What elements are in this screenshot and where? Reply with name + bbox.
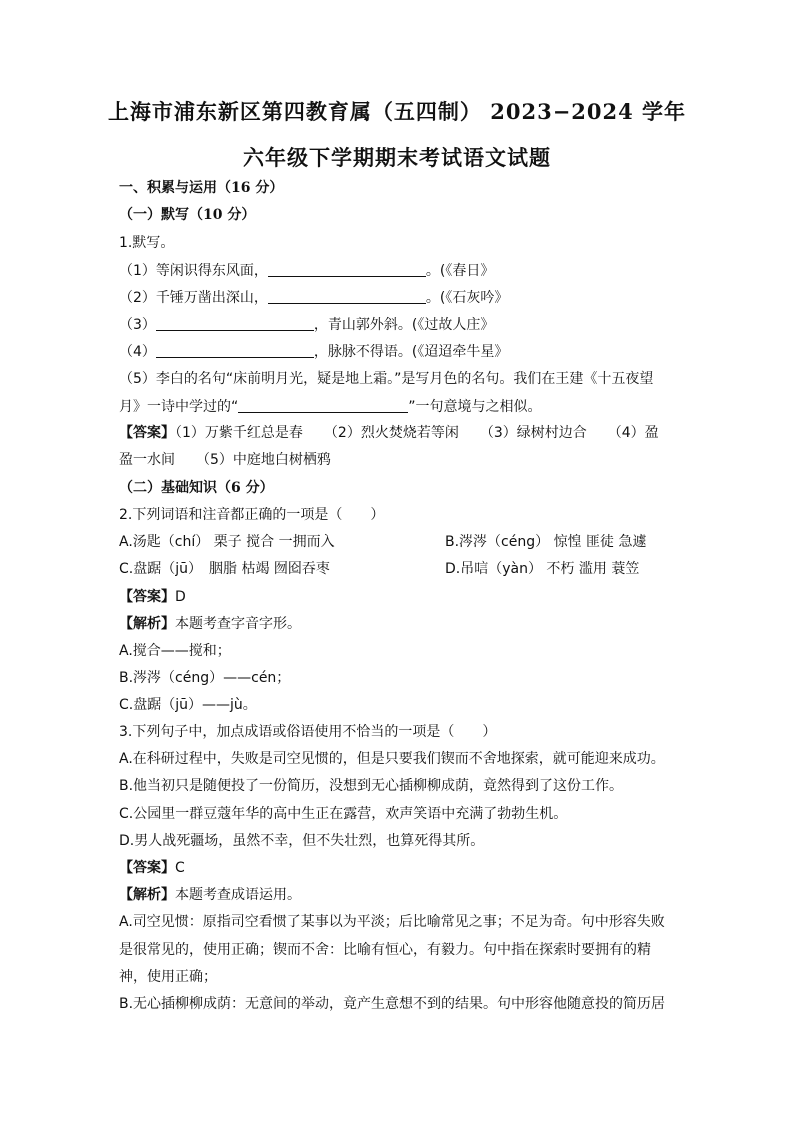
q1-item-3-suffix: ，青山郭外斜。(《过故人庄》 bbox=[313, 317, 495, 333]
q1-item-1-suffix: 。(《春日》 bbox=[425, 263, 495, 279]
q3-option-b: B.他当初只是随便投了一份简历，没想到无心插柳柳成荫，竟然得到了这份工作。 bbox=[119, 778, 624, 794]
subsection-basics-heading: （二）基础知识（6 分） bbox=[119, 480, 274, 496]
q2-analysis-b: B.涔涔（céng）——cén； bbox=[119, 670, 291, 686]
exam-title-line-1: 上海市浦东新区第四教育属（五四制） 2023−2024 学年 bbox=[107, 99, 687, 124]
q3-answer bbox=[119, 860, 684, 876]
q2-analysis-a: A.搅合——搅和； bbox=[119, 643, 231, 659]
answer-label: 【答案】 bbox=[119, 425, 175, 441]
q1-answer-text: （1）万紫千红总是春 （2）烈火焚烧若等闲 （3）绿树村边合 （4）盈 bbox=[175, 425, 659, 441]
q2-option-a: A.汤匙（chí） 栗子 搅合 一拥而入 bbox=[119, 534, 335, 550]
exam-title-line-2: 六年级下学期期末考试语文试题 bbox=[243, 145, 551, 170]
q1-stem: 1.默写。 bbox=[119, 235, 175, 251]
answer-blank bbox=[268, 289, 426, 304]
q1-item-4-prefix: （4） bbox=[119, 344, 156, 360]
q2-answer-value: D bbox=[175, 589, 186, 605]
q1-answer-line-1 bbox=[119, 425, 684, 441]
q3-analysis-text: 本题考查成语运用。 bbox=[175, 887, 301, 903]
q2-options-row-2 bbox=[119, 561, 684, 577]
q3-analysis-a-line-3: 神，使用正确； bbox=[119, 969, 217, 985]
q1-item-5-prefix: 月》一诗中学过的“ bbox=[119, 399, 239, 415]
q1-item-4-suffix: ，脉脉不得语。(《迢迢牵牛星》 bbox=[313, 344, 509, 360]
q2-stem: 2.下列词语和注音都正确的一项是（ ） bbox=[119, 507, 385, 523]
q1-item-1-prefix: （1）等闲识得东风面， bbox=[119, 263, 268, 279]
q1-item-1 bbox=[119, 262, 684, 279]
q1-item-2 bbox=[119, 289, 684, 306]
q2-options-row-1 bbox=[119, 534, 684, 550]
answer-blank bbox=[238, 398, 408, 413]
answer-blank bbox=[156, 343, 314, 358]
q2-analysis bbox=[119, 616, 684, 632]
section-1-heading: 一、积累与运用（16 分） bbox=[119, 180, 284, 196]
q2-analysis-c: C.盘踞（jū）——jù。 bbox=[119, 697, 257, 713]
q3-analysis-b-line-1: B.无心插柳柳成荫：无意间的举动，竟产生意想不到的结果。句中形容他随意投的简历居 bbox=[119, 996, 666, 1012]
q1-item-5-line-2 bbox=[119, 398, 684, 415]
analysis-label: 【解析】 bbox=[119, 616, 175, 632]
q1-item-2-prefix: （2）千锤万凿出深山， bbox=[119, 290, 268, 306]
q3-stem: 3.下列句子中，加点成语或俗语使用不恰当的一项是（ ） bbox=[119, 724, 497, 740]
answer-label: 【答案】 bbox=[119, 860, 175, 876]
q2-analysis-text: 本题考查字音字形。 bbox=[175, 616, 301, 632]
q3-option-d: D.男人战死疆场，虽然不幸，但不失壮烈，也算死得其所。 bbox=[119, 833, 485, 849]
answer-blank bbox=[268, 262, 426, 277]
q3-analysis-a-line-1: A.司空见惯：原指司空看惯了某事以为平淡；后比喻常见之事；不足为奇。句中形容失败 bbox=[119, 914, 665, 930]
q3-analysis-a-line-2: 是很常见的，使用正确；锲而不舍：比喻有恒心，有毅力。句中指在探索时要拥有的精 bbox=[119, 942, 651, 958]
answer-blank bbox=[156, 316, 314, 331]
q2-answer bbox=[119, 589, 684, 605]
q3-answer-value: C bbox=[175, 860, 185, 876]
q3-option-a: A.在科研过程中，失败是司空见惯的，但是只要我们锲而不舍地探索，就可能迎来成功。 bbox=[119, 751, 665, 767]
q1-item-5-line-1: （5）李白的名句“床前明月光，疑是地上霜。”是写月色的名句。我们在王建《十五夜望 bbox=[119, 371, 654, 387]
q1-item-2-suffix: 。(《石灰吟》 bbox=[425, 290, 509, 306]
q1-item-3-prefix: （3） bbox=[119, 317, 156, 333]
answer-label: 【答案】 bbox=[119, 589, 175, 605]
subsection-dictation-heading: （一）默写（10 分） bbox=[119, 207, 256, 223]
q1-item-5-suffix: ”一句意境与之相似。 bbox=[408, 399, 542, 415]
q2-option-b: B.涔涔（céng） 惊惶 匪徒 急遽 bbox=[445, 534, 647, 550]
q1-item-3 bbox=[119, 316, 684, 333]
q3-analysis bbox=[119, 887, 684, 903]
q2-option-c: C.盘踞（jū） 胭脂 枯竭 囫囵吞枣 bbox=[119, 561, 330, 577]
analysis-label: 【解析】 bbox=[119, 887, 175, 903]
q1-answer-line-2: 盈一水间 （5）中庭地白树栖鸦 bbox=[119, 452, 331, 468]
q3-option-c: C.公园里一群豆蔻年华的高中生正在露营，欢声笑语中充满了勃勃生机。 bbox=[119, 806, 568, 822]
q2-option-d: D.吊唁（yàn） 不朽 滥用 蓑笠 bbox=[445, 561, 640, 577]
q1-item-4 bbox=[119, 343, 684, 360]
